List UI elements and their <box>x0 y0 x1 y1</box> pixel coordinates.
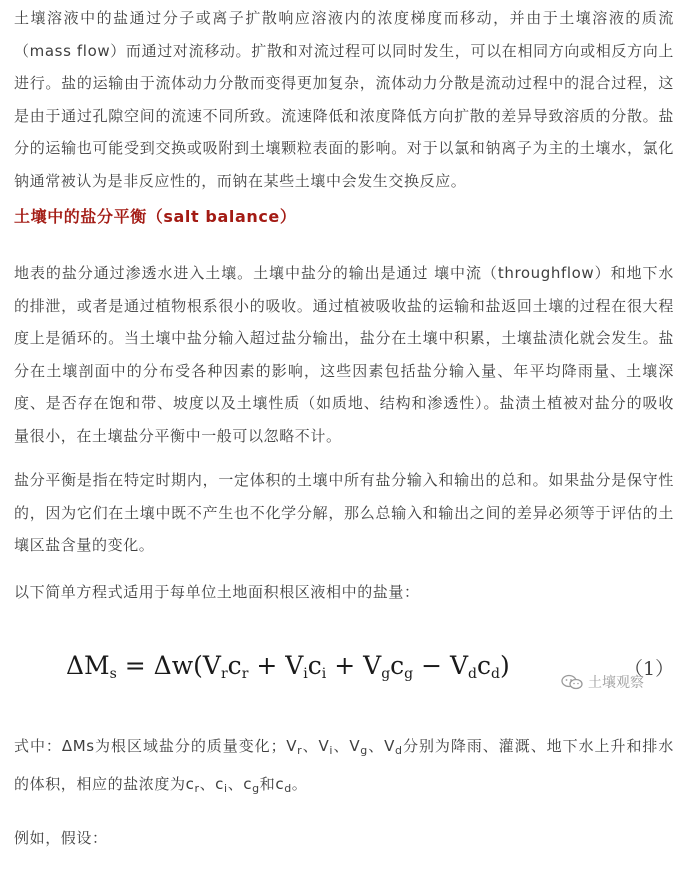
paragraph-salt-transport: 土壤溶液中的盐通过分子或离子扩散响应溶液内的浓度梯度而移动，并由于土壤溶液的质流（mass flow）而通过对流移动。扩散和对流过程可以同时发生，可以在相同方向或相反方向上进行。盐的运输由于流体动力分散而变得更加复杂，流体动力分散是流动过程中的混合过程，这是由于通过孔隙空间的流速不同所致。流速降低和浓度降低方向扩散的差异导致溶质的分散。盐分的运输也可能受到交换或吸附到土壤颗粒表面的影响。对于以氯和钠离子为主的土壤水，氯化钠通常被认为是非反应性的，而钠在某些土壤中会发生交换反应。 <box>14 9 674 190</box>
paragraph-salt-balance-definition: 盐分平衡是指在特定时期内，一定体积的土壤中所有盐分输入和输出的总和。如果盐分是保守性的，因为它们在土壤中既不产生也不化学分解，那么总输入和输出之间的差异必须等于评估的土壤区盐含量的变化。 <box>14 471 674 554</box>
equation-number: （1） <box>624 658 675 680</box>
watermark <box>560 672 644 692</box>
paragraph-example: 例如，假设： <box>14 829 108 847</box>
paragraph-salt-inputs-outputs: 地表的盐分通过渗透水进入土壤。土壤中盐分的输出是通过 壤中流（throughflow）和地下水的排泄，或者是通过植物根系很小的吸收。通过植被吸收盐的运输和盐返回土壤的过程在很大程度上是循环的。当土壤中盐分输入超过盐分输出，盐分在土壤中积累，土壤盐渍化就会发生。盐分在土壤剖面中的分布受各种因素的影响，这些因素包括盐分输入量、年平均降雨量、土壤深度、是否存在饱和带、坡度以及土壤性质（如质地、结构和渗透性）。盐渍土植被对盐分的吸收量很小，在土壤盐分平衡中一般可以忽略不计。 <box>14 264 674 445</box>
paragraph-equation-explanation: 式中：ΔMs为根区域盐分的质量变化；$V_r$、$V_i$、$V_g$、$V_d$分别为降雨、灌溉、地下水上升和排水的体积，相应的盐浓度为$c_r$、$c_i$、$c_g$和$c_d$。 <box>14 737 674 795</box>
watermark-text: 土壤观察 <box>588 675 644 691</box>
paragraph-equation-intro: 以下简单方程式适用于每单位土地面积根区液相中的盐量： <box>14 583 420 601</box>
wechat-icon <box>560 674 584 690</box>
section-heading-salt-balance: 土壤中的盐分平衡（salt balance） <box>14 207 297 226</box>
salt-balance-equation: $\Delta M_s = \Delta w(V_rc_r + V_ic_i + V_gc_g - V_dc_d)$ <box>66 651 510 682</box>
